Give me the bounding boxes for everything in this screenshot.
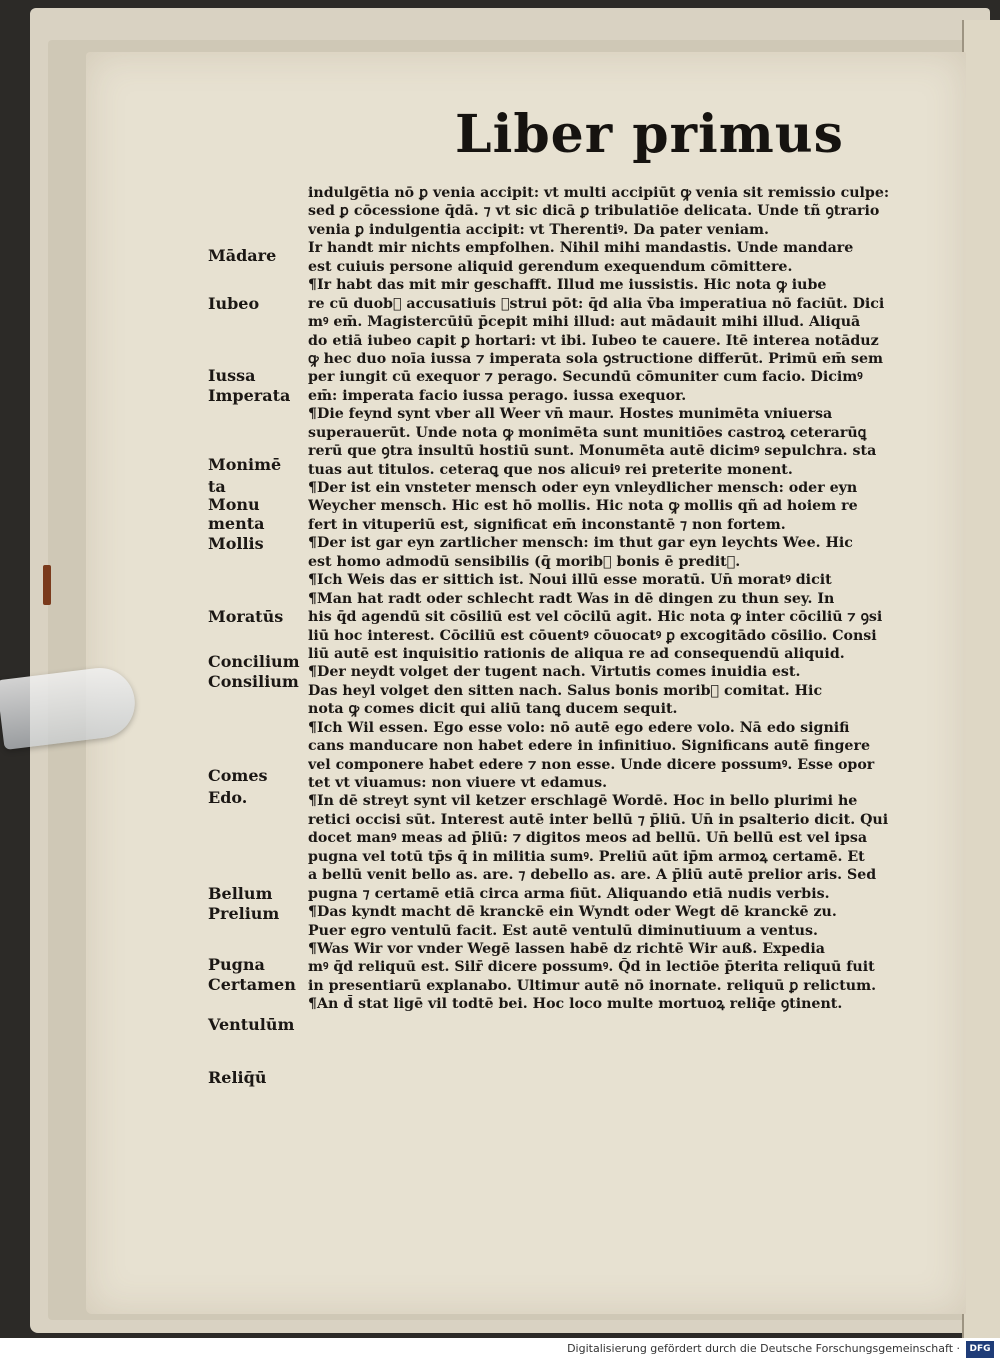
text-line: em̄: imperata facio iussa perago. iussa exequor. bbox=[308, 387, 687, 404]
margin-note: Monu bbox=[208, 495, 260, 514]
text-line: fert in vituperiū est, significat em̄ inconstantē ⁊ non fortem. bbox=[308, 516, 786, 533]
footer-credit: Digitalisierung gefördert durch die Deutsche Forschungsgemeinschaft · bbox=[567, 1342, 960, 1355]
text-line: his q̄d agendū sit cōsiliū est vel cōcilū agit. Hic nota ꝙ inter cōciliū ⁊ ꝯsi bbox=[308, 609, 883, 626]
text-line: ¶Der neydt volget der tugent nach. Virtutis comes inuidia est. bbox=[308, 664, 801, 681]
margin-note: Ventulūm bbox=[208, 1015, 295, 1034]
text-line: sed ꝑ cōcessione q̄dā. ⁊ vt sic dicā ꝑ tribulatiōe delicata. Unde tñ ꝯtrario bbox=[308, 203, 880, 220]
text-line: rerū que ꝯtra insultū hostiū sunt. Monumēta autē dicimꝰ sepulchra. sta bbox=[308, 443, 877, 460]
text-line: a bellū venit bello as. are. ⁊ debello as. are. A p̄liū autē prelior aris. Sed bbox=[308, 867, 877, 884]
text-line: ¶Der ist gar eyn zartlicher mensch: im thut gar eyn leychts Wee. Hic bbox=[308, 535, 853, 552]
text-line: ¶Ich Wil essen. Ego esse volo: nō autē ego edere volo. Nā edo signifi bbox=[308, 719, 850, 736]
margin-note: ta bbox=[208, 477, 226, 496]
text-line: Das heyl volget den sitten nach. Salus bonis morib᷑ comitat. Hic bbox=[308, 682, 823, 699]
margin-note: Moratūs bbox=[208, 607, 284, 626]
text-line: ¶Man hat radt oder schlecht radt Was in dē dingen zu thun sey. In bbox=[308, 590, 835, 607]
text-line: docet manꝰ meas ad p̄liū: ⁊ digitos meos ad bellū. Un̄ bellū est vel ipsa bbox=[308, 830, 868, 847]
margin-note: Pugna bbox=[208, 955, 265, 974]
margin-note: Certamen bbox=[208, 975, 296, 994]
margin-note: Iussa bbox=[208, 366, 256, 385]
text-line: cans manducare non habet edere in infinitiuo. Significans autē fingere bbox=[308, 738, 870, 755]
text-line: tet vt viuamus: non viuere vt edamus. bbox=[308, 775, 608, 791]
text-line: ¶Ir habt das mit mir geschafft. Illud me iussistis. Hic nota ꝙ iube bbox=[308, 277, 827, 294]
text-line: ¶Die feynd synt vber all Weer vn̄ maur. Hostes munimēta vniuersa bbox=[308, 406, 833, 423]
text-line: pugna ⁊ certamē etiā circa arma fiūt. Aliquando etiā nudis verbis. bbox=[308, 885, 830, 902]
margin-note: Monimē bbox=[208, 455, 282, 474]
text-line: do etiā iubeo capit ꝑ hortari: vt ibi. Iubeo te cauere. Itē interea notāduz bbox=[308, 332, 879, 349]
text-line: mꝰ q̄d reliquū est. Silr̄ dicere possumꝰ. Q̄d in lectiōe p̄terita reliquū fuit bbox=[308, 959, 875, 976]
text-line: in presentiarū explanabo. Ultimur autē nō inornate. reliquū ꝑ relictum. bbox=[308, 977, 877, 994]
footer-bar bbox=[0, 1338, 1000, 1362]
margin-note: Edo. bbox=[208, 788, 248, 807]
text-line: nota ꝙ comes dicit qui aliū tanꝗ ducem sequit. bbox=[308, 701, 678, 718]
text-line: tuas aut titulos. ceteraꝗ que nos alicuiꝰ rei preterite monent. bbox=[308, 461, 793, 478]
margin-note: Concilium bbox=[208, 652, 300, 671]
margin-note: Iubeo bbox=[208, 294, 260, 313]
text-line: venia ꝑ indulgentia accipit: vt Therentiꝰ. Da pater veniam. bbox=[308, 221, 769, 238]
margin-note: Mādare bbox=[208, 246, 277, 265]
body-text bbox=[308, 184, 908, 1014]
next-page-edge bbox=[962, 20, 1000, 1338]
text-line: Puer egro ventulū facit. Est autē ventulū diminutiuum a ventus. bbox=[308, 922, 818, 939]
dfg-logo: DFG bbox=[966, 1341, 994, 1358]
margin-note: Comes bbox=[208, 766, 268, 785]
margin-note: Consilium bbox=[208, 672, 299, 691]
text-line: ¶Der ist ein vnsteter mensch oder eyn vnleydlicher mensch: oder eyn bbox=[308, 480, 858, 496]
text-line: retici occisi sūt. Interest autē inter bellū ⁊ p̄liū. Un̄ in psalterio dicit. Qui bbox=[308, 811, 889, 828]
text-line: Weycher mensch. Hic est hō mollis. Hic nota ꝙ mollis qñ ad hoiem re bbox=[308, 498, 858, 515]
text-line: ꝙ hec duo noīa iussa ⁊ imperata sola ꝯstructione differūt. Primū em̄ sem bbox=[308, 350, 883, 367]
text-line: est homo admodū sensibilis (q̄ morib᷑ bonis ē predit᷑. bbox=[308, 553, 741, 570]
text-line: per iungit cū exequor ⁊ perago. Secundū cōmuniter cum facio. Dicimꝰ bbox=[308, 369, 863, 386]
margin-note: menta bbox=[208, 514, 265, 533]
text-line: ¶Ich Weis das er sittich ist. Noui illū esse moratū. Un̄ moratꝰ dicit bbox=[308, 572, 832, 589]
text-line: ¶Das kyndt macht dē kranckē ein Wyndt oder Wegt dē kranckē zu. bbox=[308, 904, 837, 921]
text-line: ¶Was Wir vor vnder Wegē lassen habē dz richtē Wir auß. Expedia bbox=[308, 940, 825, 957]
text-line: ¶In dē streyt synt vil ketzer erschlagē Wordē. Hoc in bello plurimi he bbox=[308, 793, 858, 810]
bookmark-tab bbox=[43, 565, 51, 605]
text-line: est cuiuis persone aliquid gerendum exequendum cōmittere. bbox=[308, 258, 793, 275]
margin-note: Prelium bbox=[208, 904, 280, 923]
text-line: pugna vel totū tp̄s q̄ in militia sumꝰ. Preliū aūt ip̄m armoꝝ certamē. Et bbox=[308, 848, 865, 865]
text-line: vel componere habet edere ⁊ non esse. Unde dicere possumꝰ. Esse opor bbox=[308, 756, 875, 773]
margin-note: Reliq̄ū bbox=[208, 1068, 267, 1087]
text-line: re cū duob᷑ accusatiuis ꝯstrui pōt: q̄d alia v̄ba imperatiua nō faciūt. Dici bbox=[308, 295, 885, 312]
text-line: liū autē est inquisitio rationis de aliqua re ad consequendū aliquid. bbox=[308, 645, 845, 662]
text-line: Ir handt mir nichts empfolhen. Nihil mihi mandastis. Unde mandare bbox=[308, 240, 854, 257]
margin-note: Bellum bbox=[208, 884, 273, 903]
margin-note: Imperata bbox=[208, 386, 291, 405]
text-line: liū hoc interest. Cōciliū est cōuentꝰ cōuocatꝰ ꝑ excogitādo cōsilio. Consi bbox=[308, 627, 877, 644]
text-line: ¶An d̄ stat ligē vil todtē bei. Hoc loco multe mortuoꝝ reliq̄e ꝯtinent. bbox=[308, 996, 843, 1013]
margin-note: Mollis bbox=[208, 534, 264, 553]
text-line: superauerūt. Unde nota ꝙ monimēta sunt munitiōes castroꝝ ceterarūꝗ bbox=[308, 424, 867, 441]
text-line: indulgētia nō ꝑ venia accipit: vt multi accipiūt ꝙ venia sit remissio culpe: bbox=[308, 185, 890, 201]
text-line: mꝰ em̄. Magistercūiū p̄cepit mihi illud: aut mādauit mihi illud. Aliquā bbox=[308, 314, 861, 331]
page-title: Liber primus bbox=[455, 104, 844, 165]
